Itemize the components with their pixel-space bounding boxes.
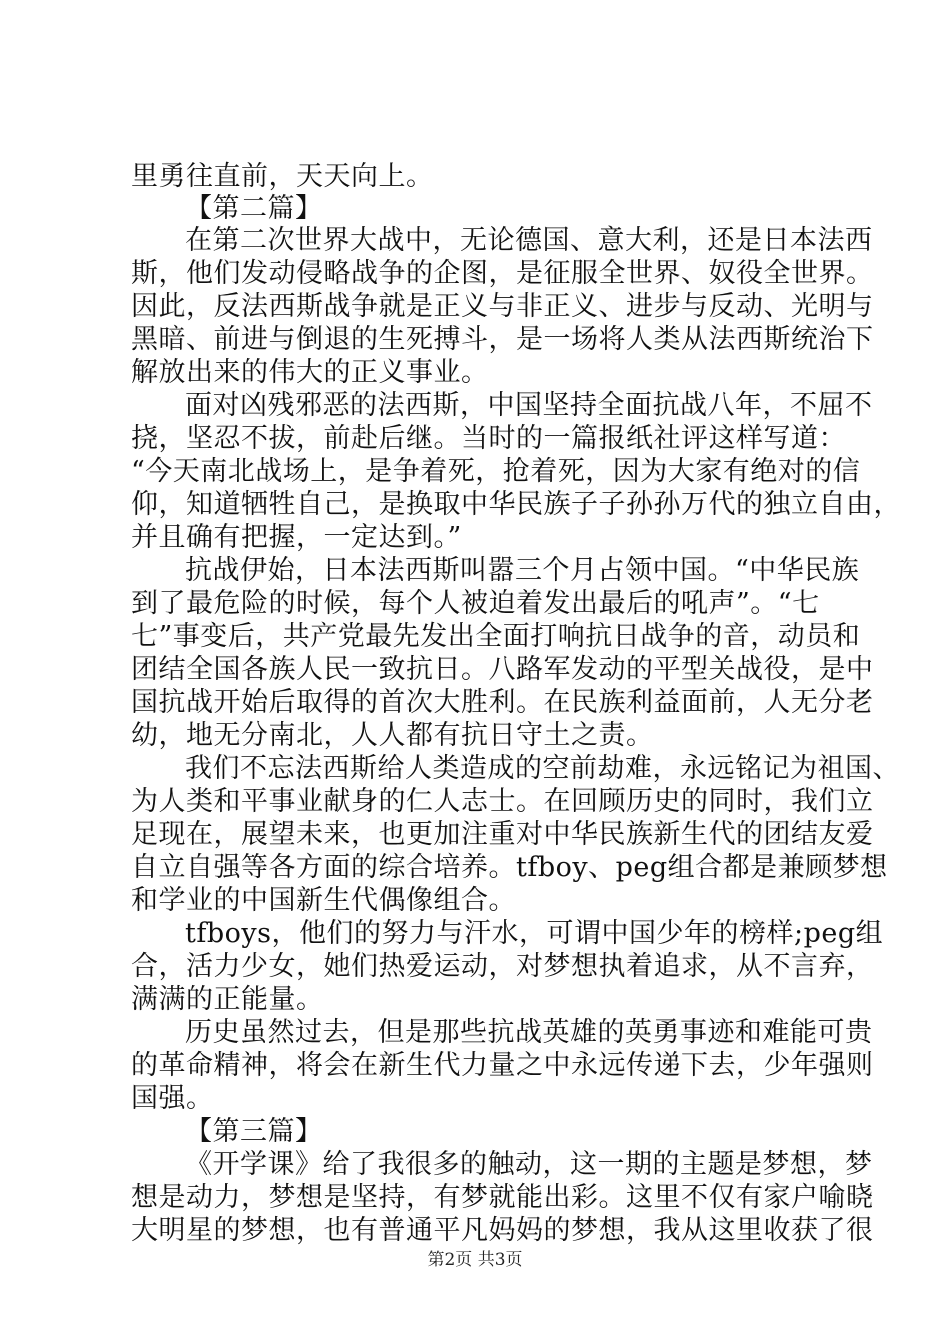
text-line: 自立自强等各方面的综合培养。tfboy、peg组合都是兼顾梦想 — [131, 852, 888, 883]
text-line: 团结全国各族人民一致抗日。八路军发动的平型关战役，是中 — [131, 654, 874, 685]
paragraph-start: 在第二次世界大战中，无论德国、意大利，还是日本法西 — [185, 225, 873, 256]
text-line: 到了最危险的时候，每个人被迫着发出最后的吼声”。“七 — [131, 588, 820, 619]
text-line: 满满的正能量。 — [131, 984, 324, 1015]
text-line: 合，活力少女，她们热爱运动，对梦想执着追求，从不言弃， — [131, 951, 874, 982]
paragraph-start: tfboys，他们的努力与汗水，可谓中国少年的榜样;peg组 — [185, 918, 884, 949]
text-line: 并且确有把握，一定达到。” — [131, 522, 462, 553]
text-line: 七”事变后，共产党最先发出全面打响抗日战争的音，动员和 — [131, 621, 861, 652]
text-line: “今天南北战场上，是争着死，抢着死，因为大家有绝对的信 — [131, 456, 861, 487]
text-line: 的革命精神，将会在新生代力量之中永远传递下去，少年强则 — [131, 1050, 874, 1081]
section-heading: 【第三篇】 — [185, 1116, 323, 1147]
text-line: 解放出来的伟大的正义事业。 — [131, 357, 489, 388]
text-line: 国强。 — [131, 1083, 214, 1114]
text-line: 想是动力，梦想是坚持，有梦就能出彩。这里不仅有家户喻晓 — [131, 1182, 874, 1213]
paragraph-start: 《开学课》给了我很多的触动，这一期的主题是梦想，梦 — [185, 1149, 873, 1180]
text-line: 仰，知道牺牲自己，是换取中华民族子子孙孙万代的独立自由， — [131, 489, 901, 520]
text-line: 大明星的梦想，也有普通平凡妈妈的梦想，我从这里收获了很 — [131, 1215, 874, 1246]
text-line: 挠，坚忍不拔，前赴后继。当时的一篇报纸社评这样写道： — [131, 423, 846, 454]
text-line: 斯，他们发动侵略战争的企图，是征服全世界、奴役全世界。 — [131, 258, 874, 289]
paragraph-start: 面对凶残邪恶的法西斯，中国坚持全面抗战八年，不屈不 — [185, 390, 873, 421]
page-number-footer: 第2页 共3页 — [427, 1250, 523, 1270]
text-line: 为人类和平事业献身的仁人志士。在回顾历史的同时，我们立 — [131, 786, 874, 817]
text-line: 和学业的中国新生代偶像组合。 — [131, 885, 516, 916]
paragraph-start: 我们不忘法西斯给人类造成的空前劫难，永远铭记为祖国、 — [185, 753, 900, 784]
text-line: 里勇往直前，天天向上。 — [131, 161, 434, 192]
text-line: 国抗战开始后取得的首次大胜利。在民族利益面前，人无分老 — [131, 687, 874, 718]
paragraph-start: 抗战伊始，日本法西斯叫嚣三个月占领中国。“中华民族 — [185, 555, 860, 586]
text-line: 因此，反法西斯战争就是正义与非正义、进步与反动、光明与 — [131, 291, 874, 322]
text-line: 幼，地无分南北，人人都有抗日守土之责。 — [131, 720, 654, 751]
text-line: 黑暗、前进与倒退的生死搏斗，是一场将人类从法西斯统治下 — [131, 324, 874, 355]
text-line: 足现在，展望未来，也更加注重对中华民族新生代的团结友爱 — [131, 819, 874, 850]
section-heading: 【第二篇】 — [185, 193, 323, 224]
paragraph-start: 历史虽然过去，但是那些抗战英雄的英勇事迹和难能可贵 — [185, 1017, 873, 1048]
